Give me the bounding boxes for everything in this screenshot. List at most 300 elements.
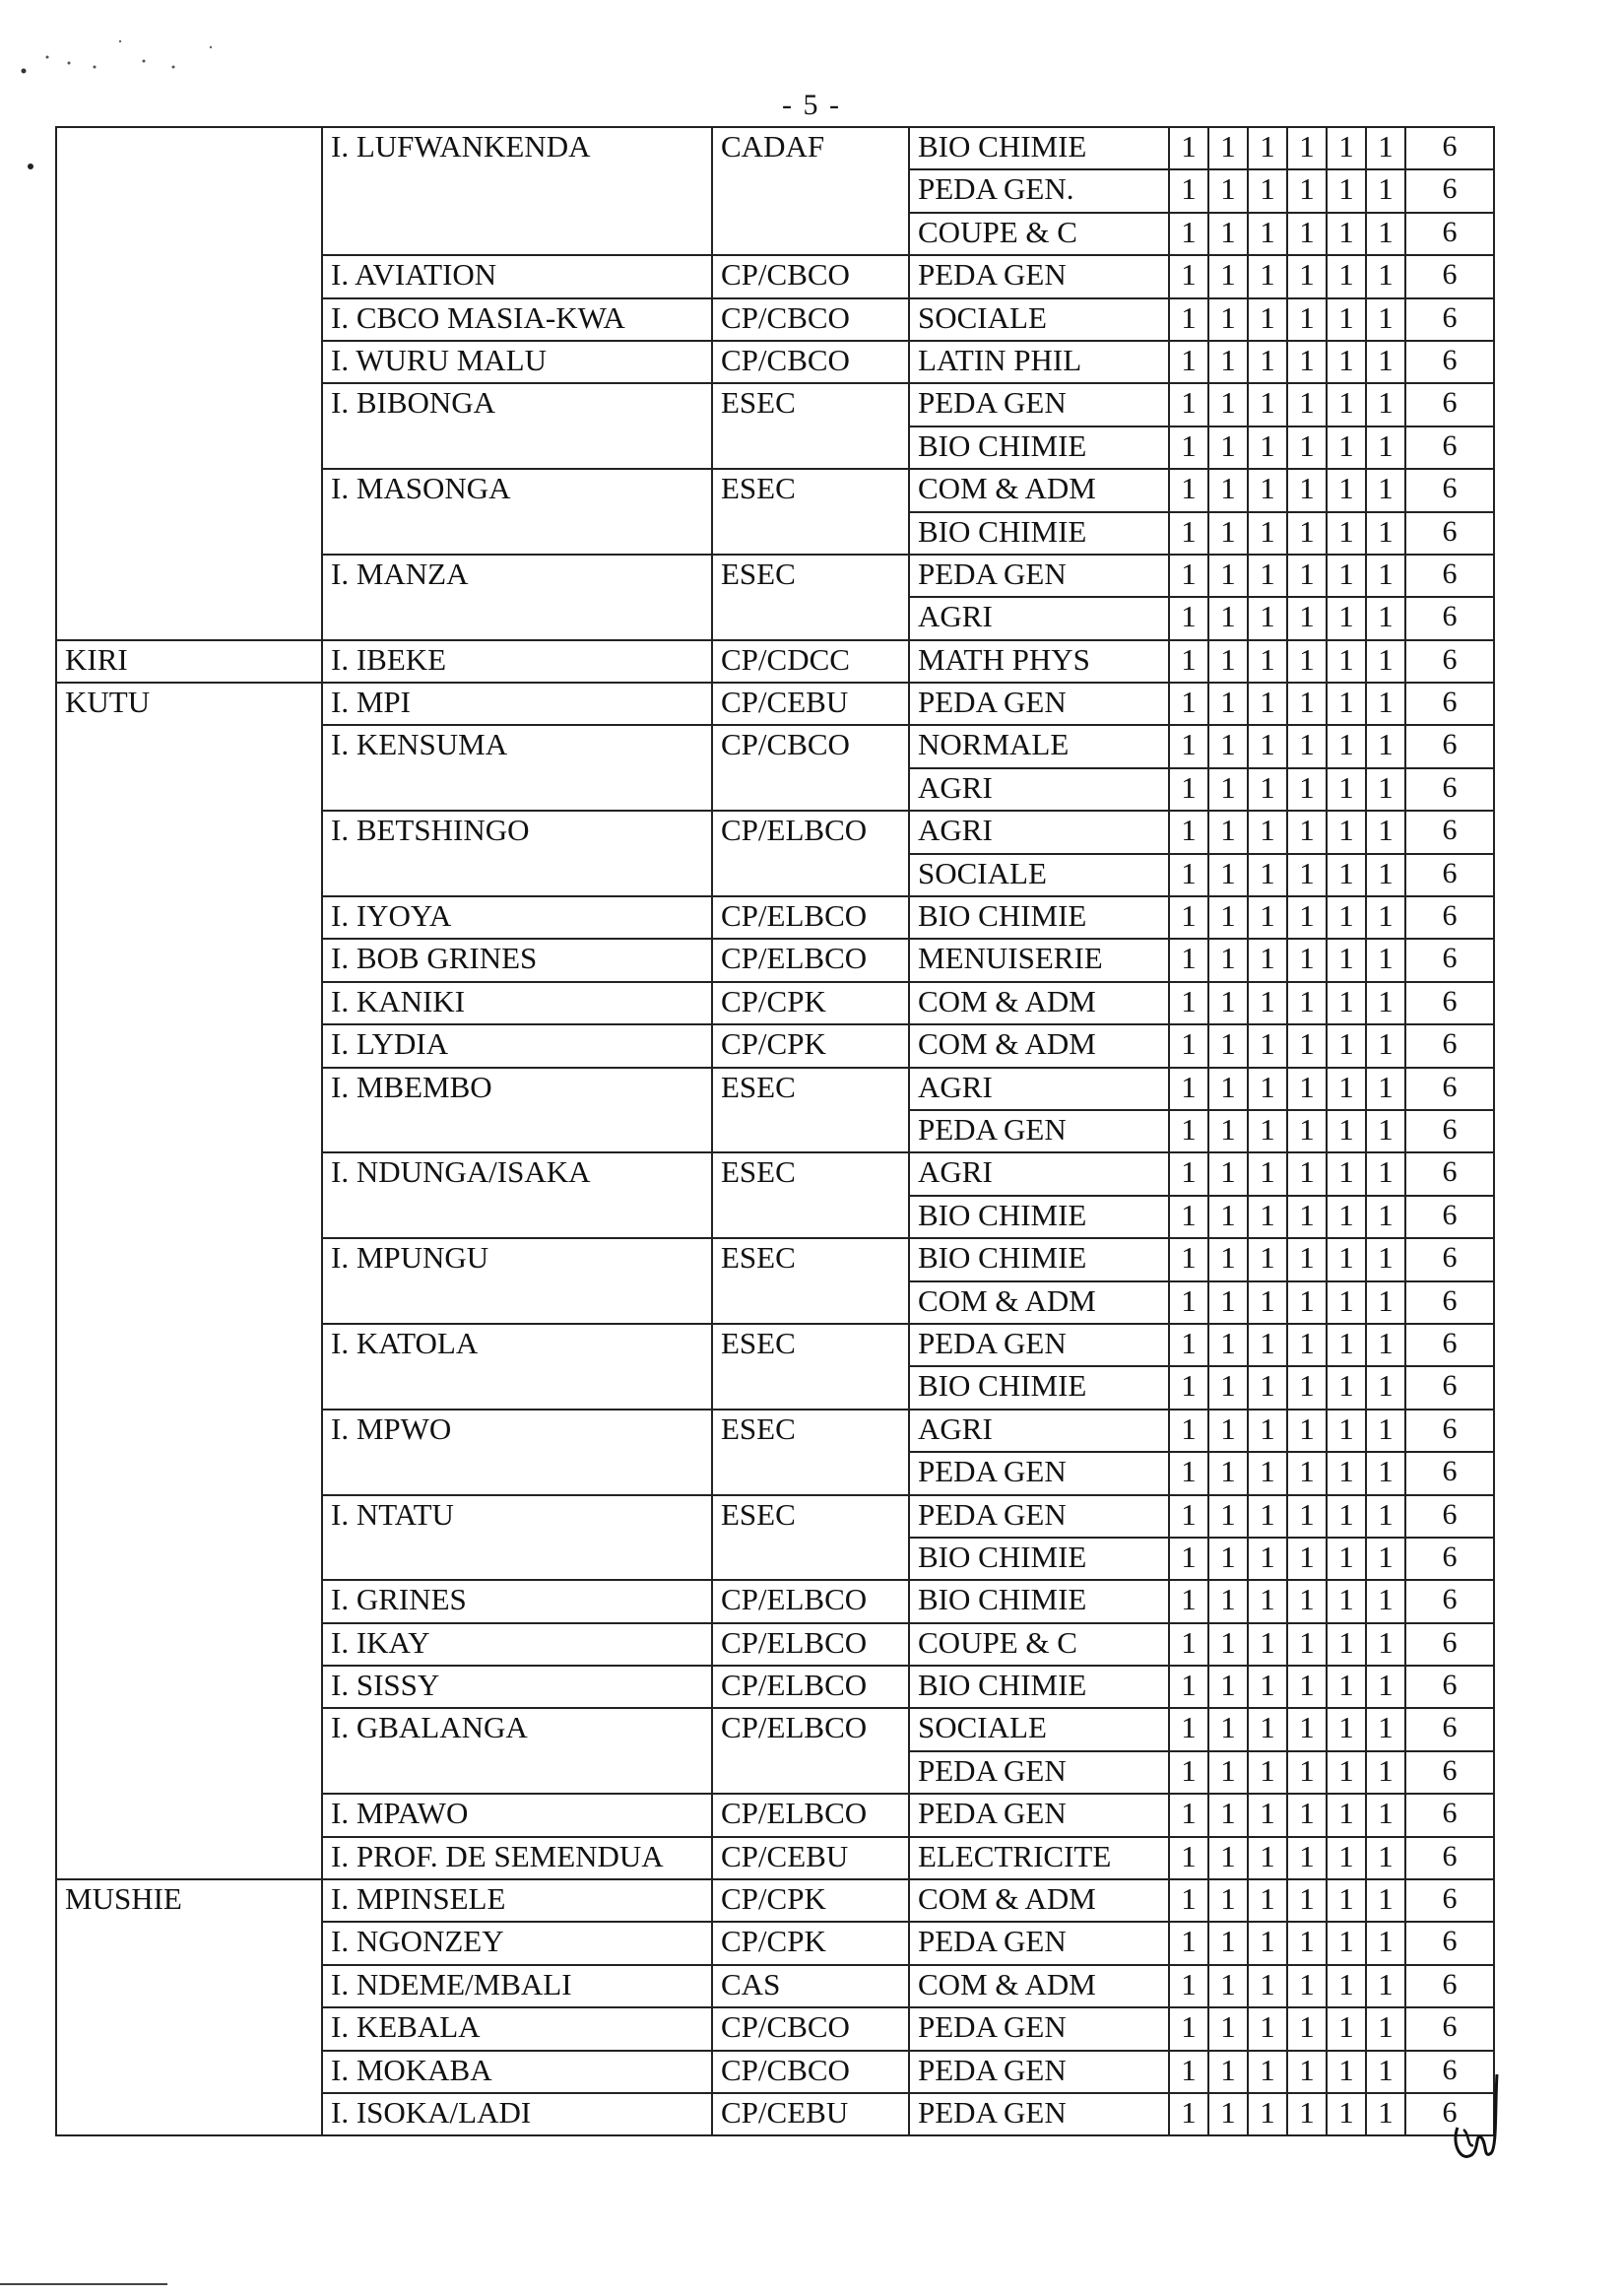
cell-total: 6 — [1405, 939, 1494, 981]
cell-count: 1 — [1327, 127, 1366, 169]
cell-school: I. MPAWO — [322, 1794, 712, 1836]
cell-count: 1 — [1248, 127, 1287, 169]
cell-count: 1 — [1366, 1623, 1405, 1666]
cell-count: 1 — [1327, 725, 1366, 767]
cell-count: 1 — [1287, 426, 1327, 469]
cell-count: 1 — [1366, 1922, 1405, 1964]
cell-count: 1 — [1208, 683, 1248, 725]
cell-count: 1 — [1248, 1794, 1287, 1836]
cell-count: 1 — [1366, 426, 1405, 469]
cell-count: 1 — [1327, 982, 1366, 1024]
cell-count: 1 — [1366, 939, 1405, 981]
cell-count: 1 — [1169, 1666, 1208, 1708]
cell-count: 1 — [1366, 811, 1405, 853]
cell-school: I. IYOYA — [322, 896, 712, 939]
cell-total: 6 — [1405, 1452, 1494, 1494]
cell-count: 1 — [1208, 383, 1248, 426]
cell-count: 1 — [1169, 939, 1208, 981]
cell-count: 1 — [1169, 469, 1208, 511]
cell-option: COM & ADM — [909, 1879, 1169, 1922]
cell-total: 6 — [1405, 255, 1494, 297]
cell-count: 1 — [1287, 1495, 1327, 1538]
cell-school: I. MPUNGU — [322, 1238, 712, 1324]
cell-count: 1 — [1169, 383, 1208, 426]
cell-school: I. CBCO MASIA-KWA — [322, 298, 712, 341]
cell-count: 1 — [1287, 1196, 1327, 1238]
cell-count: 1 — [1327, 2051, 1366, 2093]
cell-count: 1 — [1327, 768, 1366, 811]
cell-count: 1 — [1366, 469, 1405, 511]
cell-code: CP/CPK — [712, 1024, 909, 1067]
cell-option: MATH PHYS — [909, 640, 1169, 683]
cell-count: 1 — [1248, 2007, 1287, 2050]
cell-count: 1 — [1248, 1068, 1287, 1110]
cell-option: BIO CHIMIE — [909, 896, 1169, 939]
cell-count: 1 — [1248, 169, 1287, 212]
cell-code: CADAF — [712, 127, 909, 255]
cell-count: 1 — [1287, 854, 1327, 896]
cell-total: 6 — [1405, 1281, 1494, 1324]
cell-count: 1 — [1169, 1751, 1208, 1794]
cell-count: 1 — [1287, 169, 1327, 212]
cell-count: 1 — [1208, 213, 1248, 255]
cell-code: CP/CDCC — [712, 640, 909, 683]
cell-school: I. AVIATION — [322, 255, 712, 297]
cell-count: 1 — [1327, 683, 1366, 725]
cell-count: 1 — [1208, 1965, 1248, 2007]
cell-count: 1 — [1208, 640, 1248, 683]
cell-option: COUPE & C — [909, 213, 1169, 255]
cell-count: 1 — [1327, 1623, 1366, 1666]
cell-count: 1 — [1366, 1110, 1405, 1152]
cell-total: 6 — [1405, 1965, 1494, 2007]
cell-count: 1 — [1169, 1152, 1208, 1195]
cell-count: 1 — [1208, 555, 1248, 597]
cell-count: 1 — [1366, 768, 1405, 811]
cell-count: 1 — [1287, 213, 1327, 255]
cell-code: CP/ELBCO — [712, 811, 909, 896]
cell-count: 1 — [1208, 1751, 1248, 1794]
cell-total: 6 — [1405, 1152, 1494, 1195]
cell-code: ESEC — [712, 1410, 909, 1495]
cell-count: 1 — [1208, 1922, 1248, 1964]
cell-count: 1 — [1287, 555, 1327, 597]
cell-count: 1 — [1208, 768, 1248, 811]
cell-count: 1 — [1366, 1152, 1405, 1195]
cell-count: 1 — [1248, 341, 1287, 383]
cell-school: I. MBEMBO — [322, 1068, 712, 1153]
cell-count: 1 — [1287, 1879, 1327, 1922]
cell-district: KUTU — [56, 683, 322, 1879]
cell-count: 1 — [1327, 1538, 1366, 1580]
cell-count: 1 — [1169, 1495, 1208, 1538]
cell-count: 1 — [1327, 169, 1366, 212]
cell-count: 1 — [1248, 383, 1287, 426]
cell-count: 1 — [1169, 1068, 1208, 1110]
cell-code: CP/CEBU — [712, 2093, 909, 2135]
cell-school: I. MPWO — [322, 1410, 712, 1495]
cell-school: I. LUFWANKENDA — [322, 127, 712, 255]
cell-option: PEDA GEN — [909, 2007, 1169, 2050]
cell-count: 1 — [1208, 1410, 1248, 1452]
cell-count: 1 — [1208, 597, 1248, 639]
cell-total: 6 — [1405, 1068, 1494, 1110]
cell-total: 6 — [1405, 298, 1494, 341]
cell-count: 1 — [1248, 725, 1287, 767]
cell-count: 1 — [1366, 1324, 1405, 1366]
cell-total: 6 — [1405, 512, 1494, 555]
cell-count: 1 — [1287, 1538, 1327, 1580]
cell-school: I. WURU MALU — [322, 341, 712, 383]
cell-count: 1 — [1366, 725, 1405, 767]
cell-count: 1 — [1248, 597, 1287, 639]
cell-count: 1 — [1327, 469, 1366, 511]
cell-option: COM & ADM — [909, 1281, 1169, 1324]
cell-count: 1 — [1366, 640, 1405, 683]
cell-school: I. BOB GRINES — [322, 939, 712, 981]
cell-school: I. NDUNGA/ISAKA — [322, 1152, 712, 1238]
cell-count: 1 — [1287, 1837, 1327, 1879]
cell-count: 1 — [1366, 982, 1405, 1024]
cell-count: 1 — [1327, 597, 1366, 639]
cell-code: ESEC — [712, 1152, 909, 1238]
cell-code: ESEC — [712, 383, 909, 469]
cell-option: PEDA GEN — [909, 1794, 1169, 1836]
cell-total: 6 — [1405, 811, 1494, 853]
cell-code: CP/ELBCO — [712, 1666, 909, 1708]
cell-count: 1 — [1327, 383, 1366, 426]
cell-code: ESEC — [712, 1238, 909, 1324]
cell-school: I. NGONZEY — [322, 1922, 712, 1964]
cell-count: 1 — [1169, 1196, 1208, 1238]
cell-district: MUSHIE — [56, 1879, 322, 2135]
cell-total: 6 — [1405, 768, 1494, 811]
cell-count: 1 — [1208, 1538, 1248, 1580]
cell-count: 1 — [1248, 255, 1287, 297]
cell-count: 1 — [1248, 1879, 1287, 1922]
cell-count: 1 — [1169, 555, 1208, 597]
cell-option: PEDA GEN — [909, 555, 1169, 597]
cell-count: 1 — [1208, 127, 1248, 169]
cell-count: 1 — [1248, 896, 1287, 939]
cell-count: 1 — [1248, 1538, 1287, 1580]
cell-count: 1 — [1208, 939, 1248, 981]
cell-count: 1 — [1208, 2093, 1248, 2135]
cell-count: 1 — [1248, 1238, 1287, 1280]
cell-count: 1 — [1248, 555, 1287, 597]
cell-total: 6 — [1405, 725, 1494, 767]
cell-code: ESEC — [712, 469, 909, 555]
cell-count: 1 — [1208, 2007, 1248, 2050]
cell-count: 1 — [1327, 1110, 1366, 1152]
cell-count: 1 — [1327, 555, 1366, 597]
cell-count: 1 — [1287, 1324, 1327, 1366]
cell-school: I. IBEKE — [322, 640, 712, 683]
cell-code: CP/CBCO — [712, 2007, 909, 2050]
cell-code: CP/CPK — [712, 1922, 909, 1964]
cell-count: 1 — [1327, 298, 1366, 341]
cell-total: 6 — [1405, 341, 1494, 383]
cell-option: MENUISERIE — [909, 939, 1169, 981]
cell-count: 1 — [1287, 1110, 1327, 1152]
cell-option: AGRI — [909, 1068, 1169, 1110]
cell-total: 6 — [1405, 1196, 1494, 1238]
cell-option: COM & ADM — [909, 1965, 1169, 2007]
cell-count: 1 — [1169, 2051, 1208, 2093]
cell-count: 1 — [1169, 127, 1208, 169]
cell-count: 1 — [1366, 2051, 1405, 2093]
cell-count: 1 — [1169, 169, 1208, 212]
cell-count: 1 — [1169, 1452, 1208, 1494]
cell-total: 6 — [1405, 2051, 1494, 2093]
cell-count: 1 — [1169, 341, 1208, 383]
cell-option: BIO CHIMIE — [909, 1196, 1169, 1238]
cell-count: 1 — [1327, 1281, 1366, 1324]
cell-count: 1 — [1366, 213, 1405, 255]
cell-total: 6 — [1405, 1495, 1494, 1538]
cell-count: 1 — [1327, 2093, 1366, 2135]
cell-count: 1 — [1248, 1366, 1287, 1409]
cell-total: 6 — [1405, 1238, 1494, 1280]
cell-code: CP/ELBCO — [712, 896, 909, 939]
cell-count: 1 — [1366, 127, 1405, 169]
cell-code: CP/CBCO — [712, 298, 909, 341]
cell-count: 1 — [1208, 1196, 1248, 1238]
cell-count: 1 — [1327, 1751, 1366, 1794]
cell-count: 1 — [1169, 896, 1208, 939]
cell-count: 1 — [1287, 896, 1327, 939]
cell-option: PEDA GEN — [909, 2093, 1169, 2135]
cell-count: 1 — [1327, 255, 1366, 297]
cell-count: 1 — [1366, 896, 1405, 939]
cell-count: 1 — [1208, 896, 1248, 939]
cell-total: 6 — [1405, 896, 1494, 939]
cell-count: 1 — [1287, 1666, 1327, 1708]
cell-count: 1 — [1366, 383, 1405, 426]
cell-count: 1 — [1366, 1068, 1405, 1110]
cell-count: 1 — [1366, 555, 1405, 597]
cell-count: 1 — [1248, 1410, 1287, 1452]
cell-count: 1 — [1287, 597, 1327, 639]
cell-total: 6 — [1405, 383, 1494, 426]
cell-school: I. IKAY — [322, 1623, 712, 1666]
cell-total: 6 — [1405, 1708, 1494, 1750]
cell-count: 1 — [1208, 2051, 1248, 2093]
cell-count: 1 — [1208, 982, 1248, 1024]
cell-code: CP/CBCO — [712, 341, 909, 383]
cell-option: PEDA GEN. — [909, 169, 1169, 212]
cell-count: 1 — [1287, 1410, 1327, 1452]
cell-total: 6 — [1405, 1666, 1494, 1708]
cell-count: 1 — [1327, 1238, 1366, 1280]
cell-count: 1 — [1169, 1410, 1208, 1452]
table-row — [56, 127, 1494, 169]
cell-total: 6 — [1405, 1110, 1494, 1152]
cell-count: 1 — [1248, 939, 1287, 981]
cell-count: 1 — [1327, 640, 1366, 683]
cell-count: 1 — [1287, 2051, 1327, 2093]
schools-table — [55, 126, 1495, 2136]
cell-count: 1 — [1287, 1452, 1327, 1494]
cell-option: BIO CHIMIE — [909, 426, 1169, 469]
cell-option: ELECTRICITE — [909, 1837, 1169, 1879]
cell-count: 1 — [1248, 469, 1287, 511]
cell-school: I. KENSUMA — [322, 725, 712, 811]
cell-total: 6 — [1405, 213, 1494, 255]
cell-count: 1 — [1366, 1794, 1405, 1836]
cell-count: 1 — [1287, 1965, 1327, 2007]
scan-noise-marks — [18, 28, 234, 87]
cell-count: 1 — [1287, 1068, 1327, 1110]
cell-school: I. KEBALA — [322, 2007, 712, 2050]
cell-option: AGRI — [909, 1410, 1169, 1452]
cell-count: 1 — [1327, 426, 1366, 469]
cell-count: 1 — [1208, 255, 1248, 297]
cell-code: CP/CBCO — [712, 255, 909, 297]
cell-count: 1 — [1248, 1580, 1287, 1622]
cell-count: 1 — [1366, 1196, 1405, 1238]
cell-count: 1 — [1366, 1452, 1405, 1494]
cell-count: 1 — [1366, 1751, 1405, 1794]
cell-total: 6 — [1405, 469, 1494, 511]
cell-school: I. PROF. DE SEMENDUA — [322, 1837, 712, 1879]
cell-count: 1 — [1208, 811, 1248, 853]
cell-count: 1 — [1366, 512, 1405, 555]
cell-count: 1 — [1366, 1024, 1405, 1067]
cell-total: 6 — [1405, 127, 1494, 169]
cell-code: CP/CBCO — [712, 725, 909, 811]
cell-count: 1 — [1287, 725, 1327, 767]
cell-count: 1 — [1287, 469, 1327, 511]
cell-count: 1 — [1327, 341, 1366, 383]
cell-option: PEDA GEN — [909, 1495, 1169, 1538]
page-number: - 5 - — [782, 89, 841, 121]
cell-count: 1 — [1248, 1922, 1287, 1964]
cell-count: 1 — [1248, 298, 1287, 341]
cell-total: 6 — [1405, 597, 1494, 639]
cell-count: 1 — [1287, 939, 1327, 981]
cell-count: 1 — [1169, 1538, 1208, 1580]
cell-count: 1 — [1248, 854, 1287, 896]
cell-count: 1 — [1366, 2093, 1405, 2135]
cell-count: 1 — [1287, 383, 1327, 426]
cell-count: 1 — [1248, 683, 1287, 725]
cell-count: 1 — [1327, 1580, 1366, 1622]
cell-count: 1 — [1287, 298, 1327, 341]
cell-count: 1 — [1366, 1837, 1405, 1879]
cell-district — [56, 127, 322, 640]
cell-count: 1 — [1327, 1196, 1366, 1238]
cell-count: 1 — [1169, 1623, 1208, 1666]
cell-count: 1 — [1287, 1580, 1327, 1622]
bottom-rule — [0, 2283, 167, 2285]
cell-code: ESEC — [712, 1068, 909, 1153]
cell-code: CP/ELBCO — [712, 1580, 909, 1622]
cell-option: PEDA GEN — [909, 383, 1169, 426]
cell-option: PEDA GEN — [909, 1110, 1169, 1152]
cell-count: 1 — [1366, 854, 1405, 896]
cell-count: 1 — [1327, 1452, 1366, 1494]
cell-count: 1 — [1248, 1324, 1287, 1366]
cell-count: 1 — [1366, 597, 1405, 639]
cell-count: 1 — [1366, 1495, 1405, 1538]
cell-total: 6 — [1405, 1922, 1494, 1964]
cell-count: 1 — [1327, 939, 1366, 981]
cell-count: 1 — [1248, 1495, 1287, 1538]
cell-count: 1 — [1327, 1068, 1366, 1110]
cell-option: AGRI — [909, 597, 1169, 639]
cell-count: 1 — [1208, 1580, 1248, 1622]
cell-total: 6 — [1405, 555, 1494, 597]
cell-count: 1 — [1366, 2007, 1405, 2050]
cell-option: AGRI — [909, 1152, 1169, 1195]
cell-count: 1 — [1208, 1794, 1248, 1836]
cell-count: 1 — [1287, 640, 1327, 683]
cell-total: 6 — [1405, 2007, 1494, 2050]
cell-count: 1 — [1248, 1110, 1287, 1152]
cell-count: 1 — [1287, 1366, 1327, 1409]
cell-count: 1 — [1169, 1238, 1208, 1280]
cell-count: 1 — [1208, 169, 1248, 212]
cell-option: BIO CHIMIE — [909, 127, 1169, 169]
cell-count: 1 — [1366, 298, 1405, 341]
cell-count: 1 — [1327, 1879, 1366, 1922]
cell-count: 1 — [1287, 1281, 1327, 1324]
cell-code: CP/CEBU — [712, 1837, 909, 1879]
cell-option: COM & ADM — [909, 982, 1169, 1024]
cell-school: I. LYDIA — [322, 1024, 712, 1067]
cell-total: 6 — [1405, 683, 1494, 725]
cell-count: 1 — [1208, 854, 1248, 896]
cell-count: 1 — [1169, 683, 1208, 725]
cell-total: 6 — [1405, 640, 1494, 683]
cell-count: 1 — [1208, 1452, 1248, 1494]
cell-district: KIRI — [56, 640, 322, 683]
cell-count: 1 — [1169, 426, 1208, 469]
cell-code: CP/ELBCO — [712, 1623, 909, 1666]
cell-count: 1 — [1169, 1110, 1208, 1152]
cell-count: 1 — [1327, 1410, 1366, 1452]
cell-option: BIO CHIMIE — [909, 1238, 1169, 1280]
cell-count: 1 — [1208, 1879, 1248, 1922]
cell-count: 1 — [1208, 1281, 1248, 1324]
cell-option: BIO CHIMIE — [909, 512, 1169, 555]
cell-count: 1 — [1327, 1922, 1366, 1964]
cell-count: 1 — [1169, 1281, 1208, 1324]
cell-count: 1 — [1248, 1196, 1287, 1238]
cell-count: 1 — [1208, 1837, 1248, 1879]
cell-count: 1 — [1327, 1965, 1366, 2007]
cell-count: 1 — [1287, 1152, 1327, 1195]
cell-count: 1 — [1287, 2093, 1327, 2135]
cell-option: PEDA GEN — [909, 1922, 1169, 1964]
cell-option: BIO CHIMIE — [909, 1538, 1169, 1580]
cell-count: 1 — [1327, 1495, 1366, 1538]
cell-count: 1 — [1366, 1965, 1405, 2007]
cell-count: 1 — [1248, 426, 1287, 469]
cell-school: I. NTATU — [322, 1495, 712, 1581]
cell-count: 1 — [1327, 896, 1366, 939]
cell-total: 6 — [1405, 1751, 1494, 1794]
cell-count: 1 — [1248, 1024, 1287, 1067]
cell-school: I. KATOLA — [322, 1324, 712, 1410]
cell-total: 6 — [1405, 1580, 1494, 1622]
cell-school: I. MPINSELE — [322, 1879, 712, 1922]
cell-option: COM & ADM — [909, 1024, 1169, 1067]
cell-code: CP/ELBCO — [712, 1708, 909, 1794]
cell-count: 1 — [1208, 1068, 1248, 1110]
cell-count: 1 — [1366, 1538, 1405, 1580]
